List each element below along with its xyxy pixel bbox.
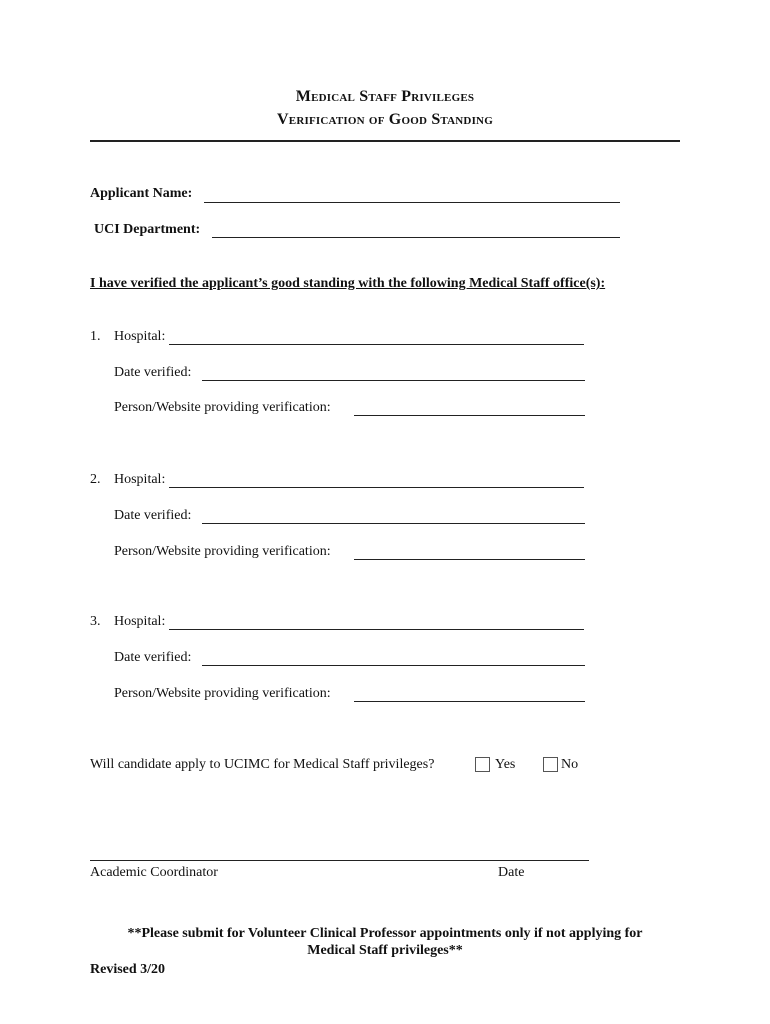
signature-date-label: Date	[498, 865, 525, 880]
entry-2-hospital-label: Hospital:	[114, 472, 166, 487]
entry-3-person-label: Person/Website providing verification:	[114, 686, 331, 701]
entry-1-person-field[interactable]	[354, 415, 585, 416]
entry-2-person-field[interactable]	[354, 559, 585, 560]
academic-coordinator-label: Academic Coordinator	[90, 865, 218, 880]
entry-2-date-field[interactable]	[202, 523, 585, 524]
entry-1-hospital-label: Hospital:	[114, 329, 166, 344]
page-title: Medical Staff Privileges	[295, 88, 475, 105]
yes-checkbox[interactable]	[475, 757, 490, 772]
applicant-name-field[interactable]	[204, 202, 620, 203]
entry-1-hospital-field[interactable]	[169, 344, 584, 345]
entry-1-date-field[interactable]	[202, 380, 585, 381]
uci-department-field[interactable]	[212, 237, 620, 238]
yes-label: Yes	[495, 757, 516, 772]
uci-department-label: UCI Department:	[94, 222, 201, 237]
page-subtitle: Verification of Good Standing	[277, 111, 493, 128]
title-divider	[90, 140, 680, 142]
entry-1-date-label: Date verified:	[114, 365, 192, 380]
entry-3-date-field[interactable]	[202, 665, 585, 666]
entry-2-person-label: Person/Website providing verification:	[114, 544, 331, 559]
signature-line[interactable]	[90, 860, 589, 861]
applicant-name-label: Applicant Name:	[90, 186, 193, 201]
entry-3-hospital-label: Hospital:	[114, 614, 166, 629]
submission-note-line1: **Please submit for Volunteer Clinical Professor appointments only if not applying for	[127, 926, 643, 941]
no-checkbox[interactable]	[543, 757, 558, 772]
entry-2-hospital-field[interactable]	[169, 487, 584, 488]
entry-3-date-label: Date verified:	[114, 650, 192, 665]
submission-note-line2: Medical Staff privileges**	[307, 943, 463, 958]
entry-1-person-label: Person/Website providing verification:	[114, 400, 331, 415]
entry-3-number: 3.	[90, 614, 101, 629]
entry-3-person-field[interactable]	[354, 701, 585, 702]
apply-question: Will candidate apply to UCIMC for Medical Staff privileges?	[90, 757, 435, 772]
verification-statement: I have verified the applicant’s good standing with the following Medical Staff office(s):	[90, 276, 606, 291]
entry-2-number: 2.	[90, 472, 101, 487]
entry-3-hospital-field[interactable]	[169, 629, 584, 630]
revision-note: Revised 3/20	[90, 962, 166, 977]
entry-1-number: 1.	[90, 329, 101, 344]
no-label: No	[561, 757, 579, 772]
entry-2-date-label: Date verified:	[114, 508, 192, 523]
